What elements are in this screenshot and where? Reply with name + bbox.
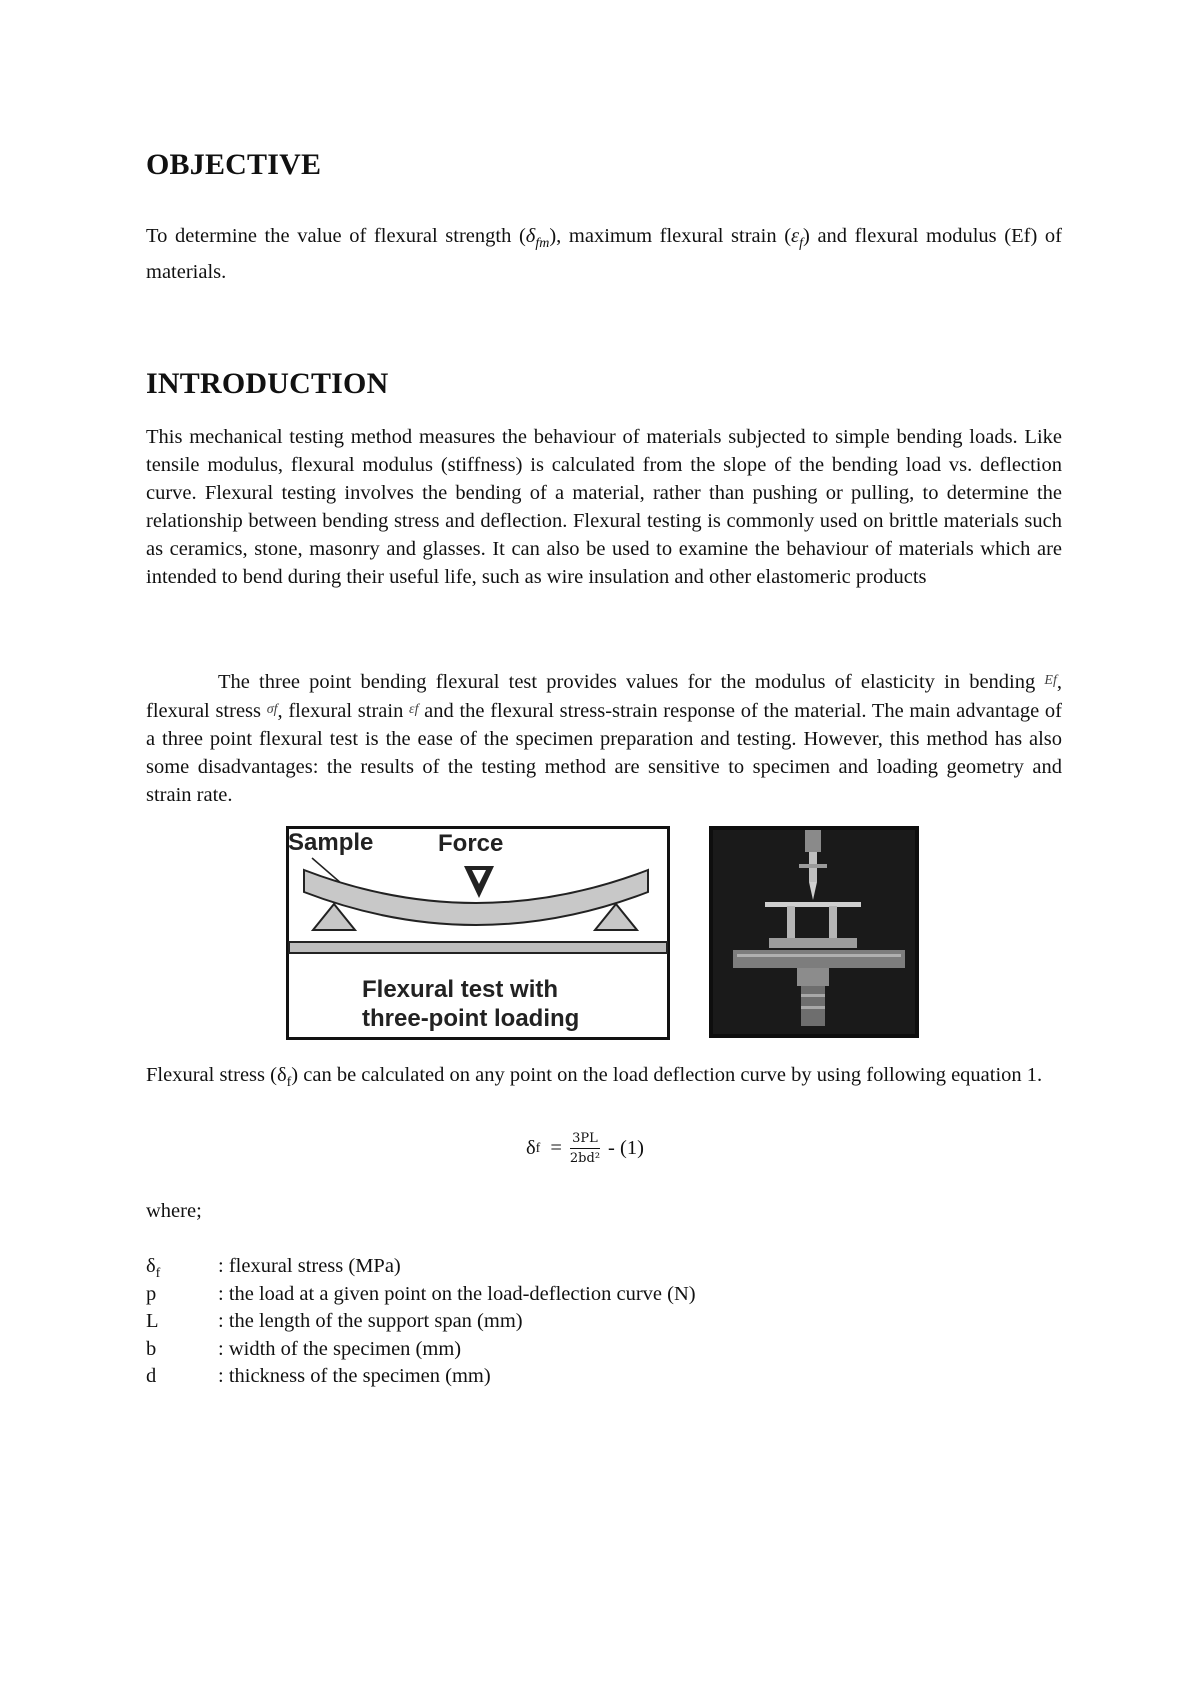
equation-denominator: 2bd²: [569, 1151, 601, 1166]
definition-symbol: [146, 1281, 218, 1309]
equation-lhs: δ: [526, 1137, 536, 1159]
stress-text-symbol: δ: [276, 1064, 287, 1086]
equation-equals: =: [550, 1137, 562, 1159]
objective-text-c: ) and flexural modulus (Ef) of materials.: [146, 225, 1062, 284]
stress-text-b: ) can be calculated on any point on the load deflection curve by using following equation 1.: [291, 1064, 1043, 1086]
objective-text: [146, 222, 1062, 286]
equation-lhs-sub: f: [535, 1140, 541, 1156]
definition-row: [146, 1308, 696, 1336]
figure-caption-line-2: three-point loading: [362, 1005, 580, 1032]
stress-text-a: Flexural stress (: [146, 1064, 277, 1086]
definition-symbol-base: d: [146, 1365, 157, 1387]
support-fixture: [769, 938, 857, 948]
strain-symbol-base: ε: [791, 225, 800, 247]
definition-symbol: [146, 1363, 218, 1391]
stress-text-symbol-sub: f: [286, 1075, 292, 1091]
column-ring-2: [801, 1006, 825, 1009]
flexural-test-machine-photo: [709, 826, 919, 1038]
crosshead-top: [805, 830, 821, 852]
strain-symbol-sub: f: [799, 236, 803, 252]
flexural-stress-text: [146, 1061, 1062, 1097]
loading-nose-pin: [799, 864, 827, 868]
definition-symbol-sub: f: [155, 1266, 161, 1282]
equation-fraction: [570, 1131, 600, 1166]
definition-symbol-base: δ: [146, 1255, 156, 1277]
p2-text-c: , flexural strain: [277, 700, 410, 722]
definition-text: : the load at a given point on the load-deflection curve (N): [218, 1282, 696, 1305]
base-column-top: [797, 968, 829, 986]
strain-symbol-inline: εf: [409, 702, 419, 717]
objective-heading: OBJECTIVE: [146, 148, 322, 181]
base-plate: [733, 950, 905, 968]
column-ring-1: [801, 994, 825, 997]
definition-symbol: [146, 1253, 218, 1281]
definition-text: : flexural stress (MPa): [218, 1255, 401, 1277]
equation-numerator: 3PL: [570, 1131, 600, 1149]
equation-1: [526, 1131, 644, 1166]
definition-symbol-base: p: [146, 1282, 157, 1305]
definition-symbol: [146, 1336, 218, 1364]
support-right: [829, 906, 837, 940]
base-plate-highlight: [737, 954, 901, 957]
strength-symbol-base: δ: [525, 225, 536, 247]
figure-caption-line-1: Flexural test with: [362, 976, 559, 1003]
definition-text: : thickness of the specimen (mm): [218, 1365, 491, 1387]
where-label: where;: [146, 1200, 202, 1222]
p2-text-d: and the flexural stress-strain response of the material. The main advantage of a three point flexural test is the ease of the specimen preparation and testing. However, this method has also some disadvantages: the results of the testing method are sensitive to specimen and loading geometry and strain rate.: [146, 700, 1063, 806]
p2-text-b: , flexural stress: [146, 671, 1062, 722]
definition-row: [146, 1363, 696, 1391]
introduction-heading: INTRODUCTION: [146, 367, 389, 400]
objective-text-a: To determine the value of flexural strength (: [146, 225, 526, 247]
strain-symbol: [791, 225, 803, 252]
definition-row: [146, 1253, 696, 1281]
force-label: Force: [438, 830, 504, 857]
sample-label: Sample: [288, 829, 374, 856]
p2-text-a: The three point bending flexural test provides values for the modulus of elasticity in bending: [218, 671, 1045, 693]
definition-row: [146, 1281, 696, 1309]
definitions-list: [146, 1253, 696, 1391]
modulus-symbol: Ef: [1044, 673, 1057, 688]
definition-text: : the length of the support span (mm): [218, 1310, 523, 1332]
definition-text: : width of the specimen (mm): [218, 1337, 462, 1360]
strength-symbol: [525, 225, 550, 252]
introduction-paragraph-1: This mechanical testing method measures the behaviour of materials subjected to simple bending loads. Like tensile modulus, flexural modulus (stiffness) is calculated from the slope of the bending load vs. deflection curve. Flexural testing involves the bending of a material, rather than pushing or pulling, to determine the relationship between bending stress and deflection. Flexural testing is commonly used on brittle materials such as ceramics, stone, masonry and glasses. It can also be used to examine the behaviour of materials which are intended to bend during their useful life, such as wire insulation and other elastomeric products: [146, 426, 1062, 588]
definition-symbol: [146, 1308, 218, 1336]
support-left: [787, 906, 795, 940]
stress-symbol: σf: [266, 702, 278, 717]
definition-symbol-base: L: [146, 1310, 159, 1332]
introduction-paragraph-2: [146, 667, 1062, 809]
definition-symbol-base: b: [146, 1337, 157, 1360]
specimen-bar: [765, 902, 861, 907]
equation-label: - (1): [608, 1137, 644, 1159]
three-point-loading-diagram: [286, 826, 670, 1040]
objective-text-b: ), maximum flexural strain (: [549, 225, 792, 247]
definition-row: [146, 1336, 696, 1364]
strength-symbol-sub: fm: [535, 236, 550, 252]
base-beam: [289, 942, 667, 953]
